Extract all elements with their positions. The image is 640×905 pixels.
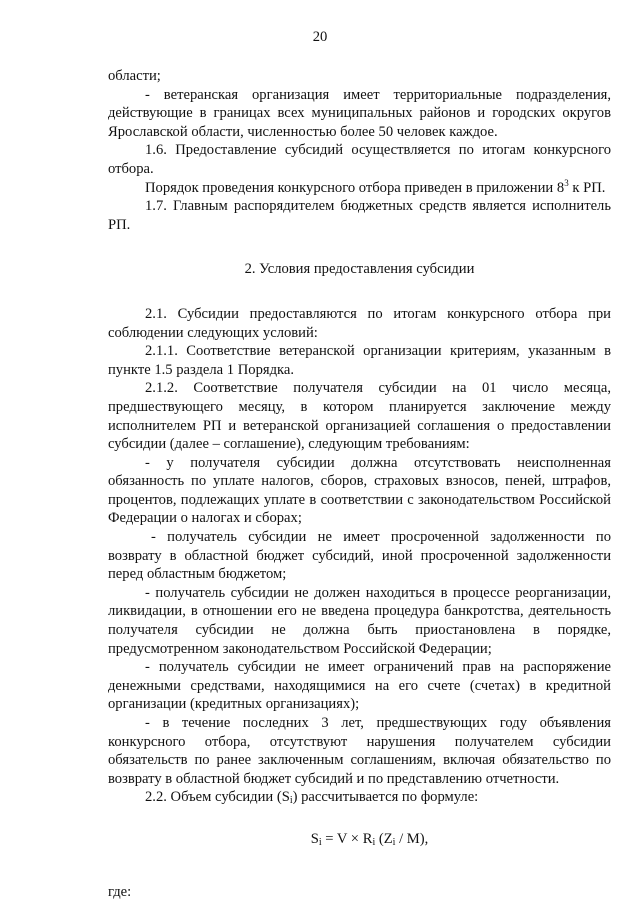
paragraph: 2.1.2. Соответствие получателя субсидии на 01 число месяца, предшествующего месяцу, в котором планируется заключение между исполнителем РП и ветеранской организацией соглашения о предоставлении субсидии (далее – соглашение), следующим требованиям: [108, 380, 611, 453]
paragraph: 2.1.1. Соответствие ветеранской организации критериям, указанным в пункте 1.5 раздела 1 Порядка. [108, 343, 611, 378]
text-span: ) рассчитывается по формуле: [292, 789, 479, 806]
subscript: i [392, 836, 396, 848]
subscript: i [318, 836, 322, 848]
subscript: i [372, 836, 376, 848]
section-heading: 2. Условия предоставления субсидии [244, 261, 475, 278]
paragraph: 1.7. Главным распорядителем бюджетных средств является исполнитель РП. [108, 198, 611, 233]
list-item: - в течение последних 3 лет, предшествующих году объявления конкурсного отбора, отсутствуют нарушения получателем субсидии обязательств по ранее заключенным соглашениям, включая обязательство по возврату в областной бюджет субсидий и по представлению отчетности. [108, 715, 611, 787]
formula-s: S [310, 830, 319, 847]
list-item: - получатель субсидии не имеет ограничений прав на распоряжение денежными средствами, находящимися на его счете (счетах) в кредитной организации (кредитных организациях); [108, 659, 611, 713]
document-body [108, 67, 611, 901]
text-span: 2.2. Объем субсидии (S [145, 789, 290, 806]
paragraph: 1.6. Предоставление субсидий осуществляется по итогам конкурсного отбора. [108, 142, 611, 177]
formula-close: / M), [395, 830, 429, 847]
text-span: Порядок проведения конкурсного отбора приведен в приложении 8 [145, 179, 565, 196]
subscript: i [289, 795, 293, 807]
formula [108, 830, 611, 849]
list-item: - получатель субсидии не должен находиться в процессе реорганизации, ликвидации, в отношении его не введена процедура банкротства, деятельность получателя субсидии не должна быть приостановлена в порядке, предусмотренном законодательством Российской Федерации; [108, 584, 611, 657]
superscript: 3 [564, 177, 569, 188]
list-item: - получатель субсидии не имеет просроченной задолженности по возврату в областной бюджет субсидий, иной просроченной задолженности перед областным бюджетом; [108, 529, 611, 583]
paragraph: - ветеранская организация имеет территориальные подразделения, действующие в границах всех муниципальных районов и городских округов Ярославской области, численностью более 50 человек каждое. [108, 86, 611, 140]
list-item: - у получателя субсидии должна отсутствовать неисполненная обязанность по уплате налогов, сборов, страховых взносов, пеней, штрафов, процентов, подлежащих уплате в соответствии с законодательством Российской Федерации о налогах и сборах; [108, 454, 611, 527]
formula-mid: = V × R [321, 830, 373, 847]
formula-open: (Z [375, 830, 393, 847]
paragraph: 2.1. Субсидии предоставляются по итогам конкурсного отбора при соблюдении следующих условий: [108, 305, 611, 341]
paragraph [108, 788, 611, 807]
where-label: где: [108, 883, 132, 900]
text-span: к РП. [568, 179, 606, 196]
page-number: 20 [312, 29, 328, 45]
paragraph: области; [108, 68, 161, 84]
paragraph [108, 179, 611, 198]
